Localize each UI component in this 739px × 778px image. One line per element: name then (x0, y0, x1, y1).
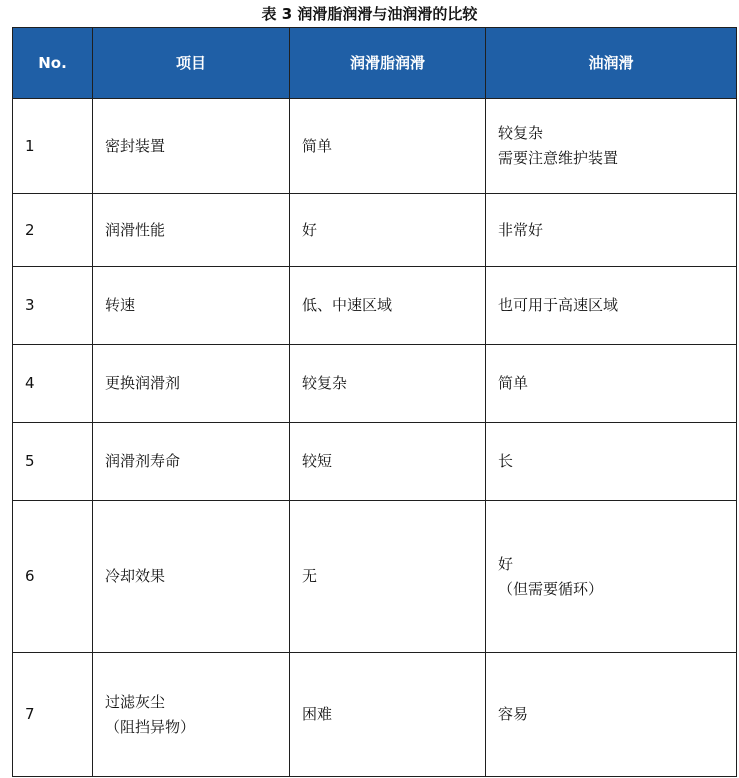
table-row (13, 194, 737, 267)
header-row (13, 28, 737, 99)
cell-item-text: 冷却效果 (105, 567, 166, 585)
table-caption: 表 3 润滑脂润滑与油润滑的比较 (261, 5, 478, 23)
cell-grease (290, 99, 486, 194)
cell-grease-text: 困难 (302, 705, 333, 723)
cell-item-text: 更换润滑剂 (105, 374, 181, 392)
cell-item-text: 过滤灰尘 (105, 692, 166, 711)
cell-oil-text: 容易 (498, 705, 529, 723)
cell-grease (290, 423, 486, 501)
cell-item (93, 345, 290, 423)
cell-oil (486, 501, 737, 653)
cell-item (93, 653, 290, 777)
cell-grease (290, 501, 486, 653)
header-no: No. (13, 28, 93, 99)
cell-no: 4 (13, 345, 93, 423)
cell-grease-text: 好 (302, 220, 318, 239)
cell-oil-text: 较复杂 (498, 124, 544, 142)
cell-grease-text: 较复杂 (302, 374, 348, 392)
cell-oil (486, 653, 737, 777)
table-row (13, 653, 737, 777)
header-item: 项目 (93, 28, 290, 99)
cell-oil-text: 非常好 (498, 220, 544, 239)
cell-no: 2 (13, 194, 93, 267)
cell-item (93, 423, 290, 501)
cell-oil (486, 99, 737, 194)
cell-oil-text: （但需要循环） (498, 579, 604, 598)
cell-no: 5 (13, 423, 93, 501)
cell-oil (486, 423, 737, 501)
cell-item-text: 润滑性能 (105, 220, 166, 239)
cell-item-text: 转速 (105, 296, 136, 314)
table-row (13, 501, 737, 653)
cell-grease (290, 345, 486, 423)
cell-no: 3 (13, 267, 93, 345)
cell-grease (290, 194, 486, 267)
comparison-table (12, 27, 737, 777)
header-grease: 润滑脂润滑 (290, 28, 486, 99)
cell-oil-text: 简单 (498, 374, 529, 392)
cell-oil-text: 长 (498, 452, 514, 470)
cell-oil-text: 也可用于高速区域 (498, 296, 619, 314)
cell-item (93, 194, 290, 267)
table-row (13, 423, 737, 501)
cell-item (93, 99, 290, 194)
header-oil: 油润滑 (486, 28, 737, 99)
cell-oil-text: 好 (498, 554, 514, 573)
cell-grease-text: 简单 (302, 136, 333, 155)
cell-item-text: 密封装置 (105, 136, 166, 155)
cell-grease (290, 267, 486, 345)
table-row (13, 267, 737, 345)
cell-grease-text: 较短 (302, 452, 333, 470)
cell-no: 1 (13, 99, 93, 194)
cell-grease (290, 653, 486, 777)
table-row (13, 99, 737, 194)
cell-no: 7 (13, 653, 93, 777)
cell-oil (486, 194, 737, 267)
cell-no: 6 (13, 501, 93, 653)
cell-grease-text: 无 (302, 567, 318, 585)
cell-grease-text: 低、中速区域 (302, 296, 393, 314)
cell-item (93, 267, 290, 345)
cell-oil (486, 267, 737, 345)
cell-item (93, 501, 290, 653)
cell-item-text: 润滑剂寿命 (105, 452, 181, 470)
table-row (13, 345, 737, 423)
cell-item-text: （阻挡异物） (105, 717, 196, 736)
cell-oil-text: 需要注意维护装置 (498, 149, 619, 167)
cell-oil (486, 345, 737, 423)
